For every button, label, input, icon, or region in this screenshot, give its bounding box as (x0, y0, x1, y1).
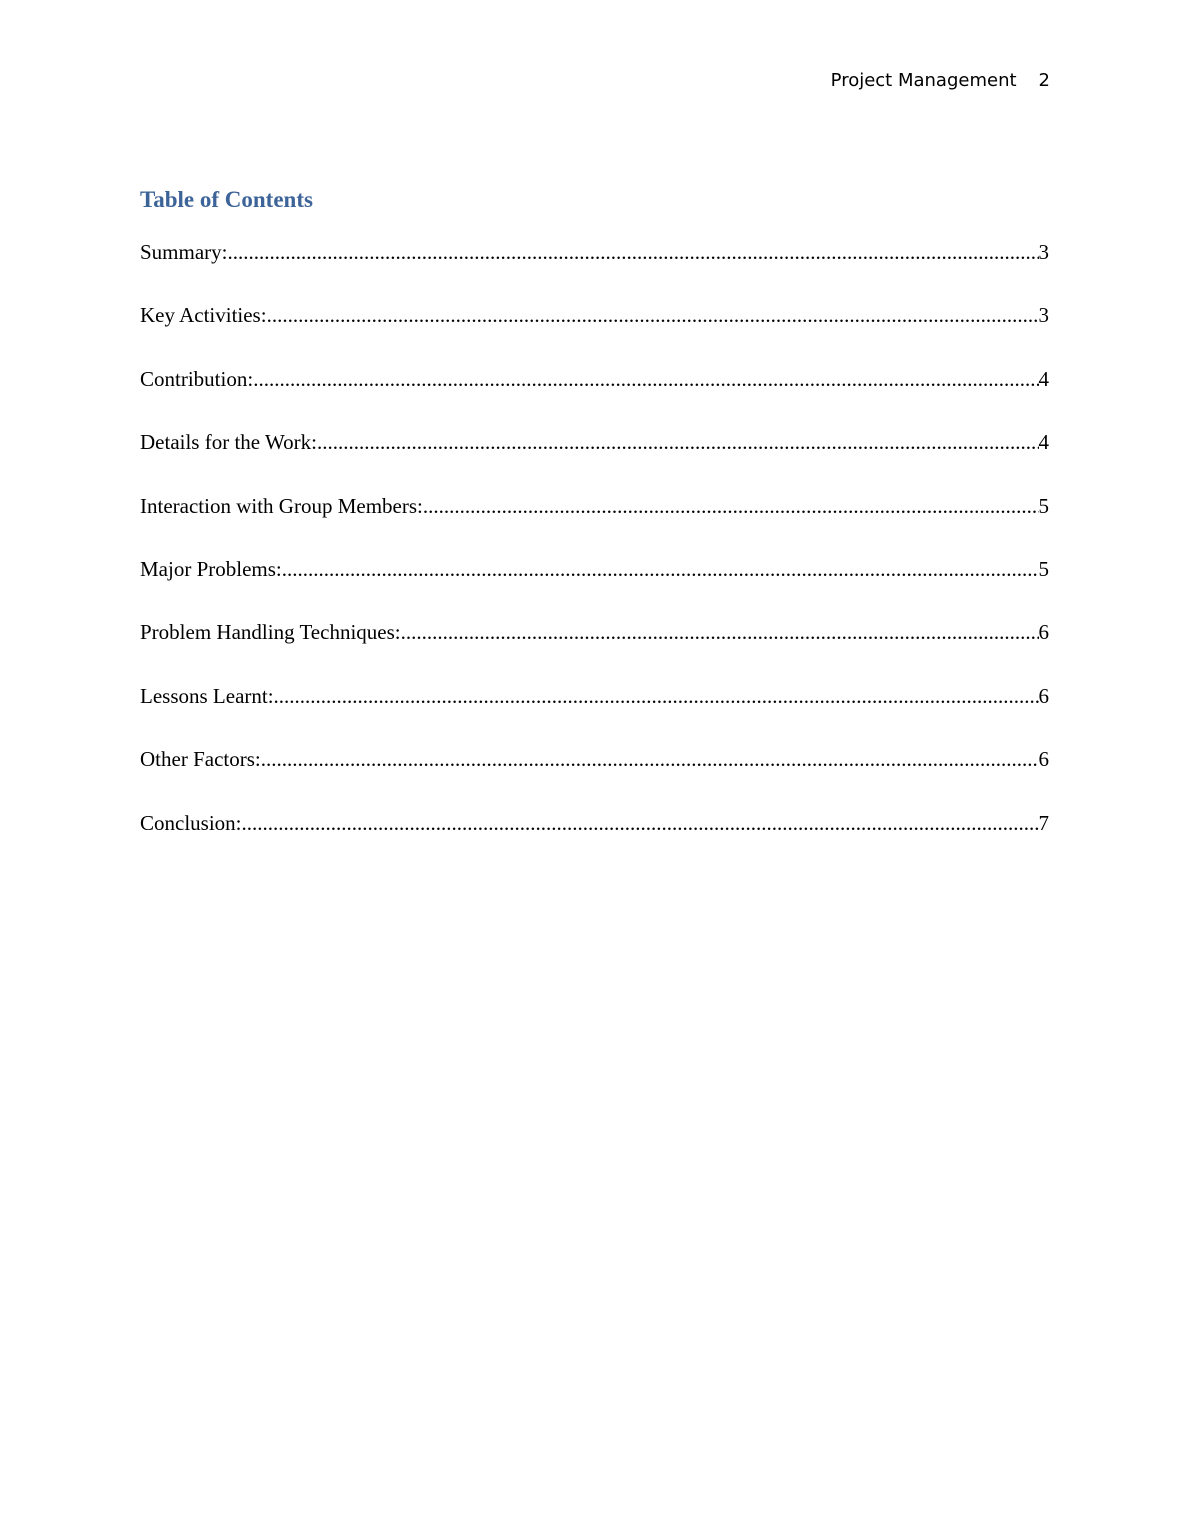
toc-dot-leader (261, 743, 1039, 775)
toc-entry-interaction-with-group-members[interactable] (140, 490, 1049, 553)
toc-dot-leader (274, 680, 1039, 712)
toc-entry-conclusion[interactable] (140, 807, 1049, 870)
toc-entry-lessons-learnt[interactable] (140, 680, 1049, 743)
toc-dot-leader (423, 490, 1039, 522)
header-title: Project Management (830, 70, 1017, 91)
toc-entry-key-activities[interactable] (140, 299, 1049, 362)
header-page-number: 2 (1038, 70, 1050, 91)
toc-entry-page: 5 (1038, 493, 1049, 518)
toc-entry-page: 5 (1038, 556, 1049, 581)
toc-entry-details-for-the-work[interactable] (140, 426, 1049, 489)
toc-entry-contribution[interactable] (140, 363, 1049, 426)
table-of-contents (140, 184, 1049, 870)
toc-entry-major-problems[interactable] (140, 553, 1049, 616)
toc-title: Table of Contents (140, 187, 313, 212)
toc-entry-label: Problem Handling Techniques: (140, 620, 401, 645)
toc-dot-leader (282, 553, 1039, 585)
toc-entry-label: Other Factors: (140, 747, 261, 772)
toc-list (140, 236, 1049, 870)
toc-entry-page: 7 (1038, 810, 1049, 835)
running-header (831, 70, 1050, 91)
toc-entry-problem-handling-techniques[interactable] (140, 616, 1049, 679)
toc-entry-page: 6 (1038, 683, 1049, 708)
toc-entry-label: Summary: (140, 240, 228, 264)
toc-entry-page: 3 (1038, 240, 1049, 264)
toc-entry-page: 4 (1038, 430, 1049, 455)
toc-dot-leader (317, 426, 1039, 458)
toc-entry-label: Major Problems: (140, 556, 282, 581)
toc-dot-leader (401, 616, 1039, 648)
toc-entry-label: Contribution: (140, 366, 254, 391)
toc-entry-label: Interaction with Group Members: (140, 493, 423, 518)
toc-entry-label: Details for the Work: (140, 430, 317, 455)
toc-dot-leader (242, 807, 1039, 839)
toc-entry-label: Conclusion: (140, 810, 242, 835)
toc-dot-leader (253, 363, 1038, 395)
toc-entry-page: 4 (1038, 366, 1049, 391)
toc-dot-leader (267, 299, 1039, 331)
toc-entry-page: 6 (1038, 747, 1049, 772)
toc-entry-page: 6 (1038, 620, 1049, 645)
toc-entry-summary[interactable] (140, 236, 1049, 299)
toc-entry-label: Lessons Learnt: (140, 683, 274, 708)
toc-entry-other-factors[interactable] (140, 743, 1049, 806)
toc-entry-label: Key Activities: (140, 303, 267, 328)
toc-entry-page: 3 (1038, 303, 1049, 328)
toc-dot-leader (228, 236, 1039, 268)
